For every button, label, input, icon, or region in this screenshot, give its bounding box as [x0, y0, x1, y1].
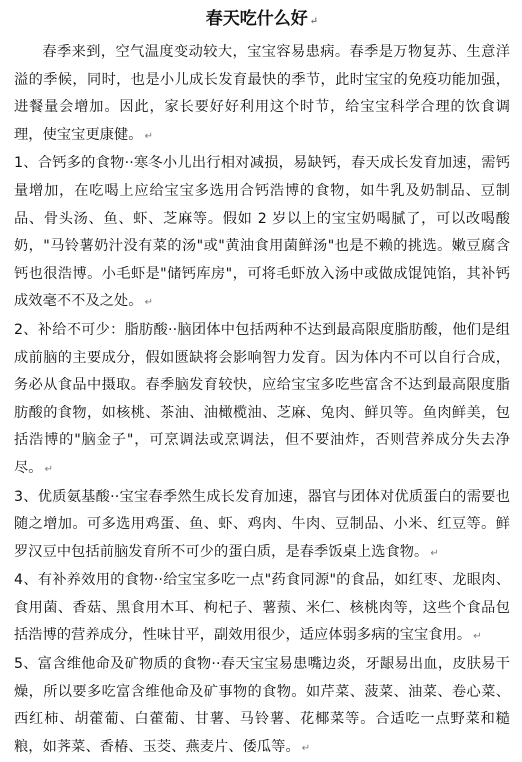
document-title — [14, 8, 510, 33]
title-text: 春天吃什么好 — [205, 9, 308, 29]
paragraph-mark: ↵ — [309, 16, 319, 27]
section-paragraph-1 — [14, 150, 510, 317]
section-text: 2、补给不可少：脂肪酸··脑团体中包括两种不达到最高限度脂肪酸，他们是组成前脑的主要成分，假如匮缺将会影响智力发育。因为体内不可以自行合成，务必从食品中摄取。春季脑发育较快，应给宝宝多吃些富含不达到最高限度脂肪酸的食物，如核桃、茶油、油橄榄油、芝麻、兔肉、鲜贝等。鱼肉鲜美，包括浩博的"脑金子"，可烹调法或烹调法，但不要油炸，否则营养成分失去净尽。 — [14, 321, 510, 476]
section-paragraph-2 — [14, 317, 510, 484]
paragraph-mark: ↵ — [44, 463, 54, 475]
paragraph-mark: ↵ — [430, 547, 439, 559]
intro-text: 春季来到，空气温度变动较大，宝宝容易患病。春季是万物复苏、生意洋溢的季候，同时，也是小儿成长发育最快的季节，此时宝宝的免疫功能加强，进餐量会增加。因此，家长要好好利用这个时节，给宝宝科学合理的饮食调理，使宝宝更康健。 — [14, 44, 510, 143]
paragraph-mark: ↵ — [144, 297, 154, 309]
paragraph-mark: ↵ — [144, 130, 154, 142]
section-text: 4、有补养效用的食物··给宝宝多吃一点"药食同源"的食品，如红枣、龙眼肉、食用菌、香菇、黑食用木耳、枸杞子、薯蓣、米仁、核桃肉等，这些个食品包括浩博的营养成分，性味甘平，副效用很少，适应体弱多病的宝宝食用。 — [14, 572, 510, 644]
section-paragraph-5 — [14, 651, 510, 762]
paragraph-mark: ↵ — [301, 742, 311, 754]
section-paragraph-4 — [14, 567, 510, 651]
intro-paragraph — [14, 39, 510, 150]
paragraph-mark: ↵ — [473, 631, 482, 643]
section-text: 1、合钙多的食物··寒冬小儿出行相对减损，易缺钙，春天成长发育加速，需钙量增加，在吃喝上应给宝宝多选用合钙浩博的食物，如牛乳及奶制品、豆制品、骨头汤、鱼、虾、芝麻等。假如 2 岁以上的宝宝奶喝腻了，可以改喝酸奶，"马铃薯奶汁没有菜的汤"或"黄油食用菌鲜汤"也是不赖的挑选。嫩豆腐含钙也很浩博。小毛虾是"储钙库房"，可将毛虾放入汤中或做成馄饨馅，其补钙成效毫不不及之处。 — [14, 155, 510, 310]
section-text: 3、优质氨基酸··宝宝春季然生成长发育加速，器官与团体对优质蛋白的需要也随之增加。可多选用鸡蛋、鱼、虾、鸡肉、牛肉、豆制品、小米、红豆等。鲜罗汉豆中包括前脑发育所不可少的蛋白质，是春季饭桌上选食物。 — [14, 488, 510, 560]
section-paragraph-3 — [14, 484, 510, 568]
section-text: 5、富含维他命及矿物质的食物··春天宝宝易患嘴边炎，牙龈易出血，皮肤易干燥，所以要多吃富含维他命及矿事物的食物。如芹菜、菠菜、油菜、卷心菜、西红柿、胡藿葡、白藿葡、甘薯、马铃薯、花椰菜等。合适吃一点野菜和糙粮，如荠菜、香椿、玉茭、燕麦片、倭瓜等。 — [14, 656, 510, 755]
